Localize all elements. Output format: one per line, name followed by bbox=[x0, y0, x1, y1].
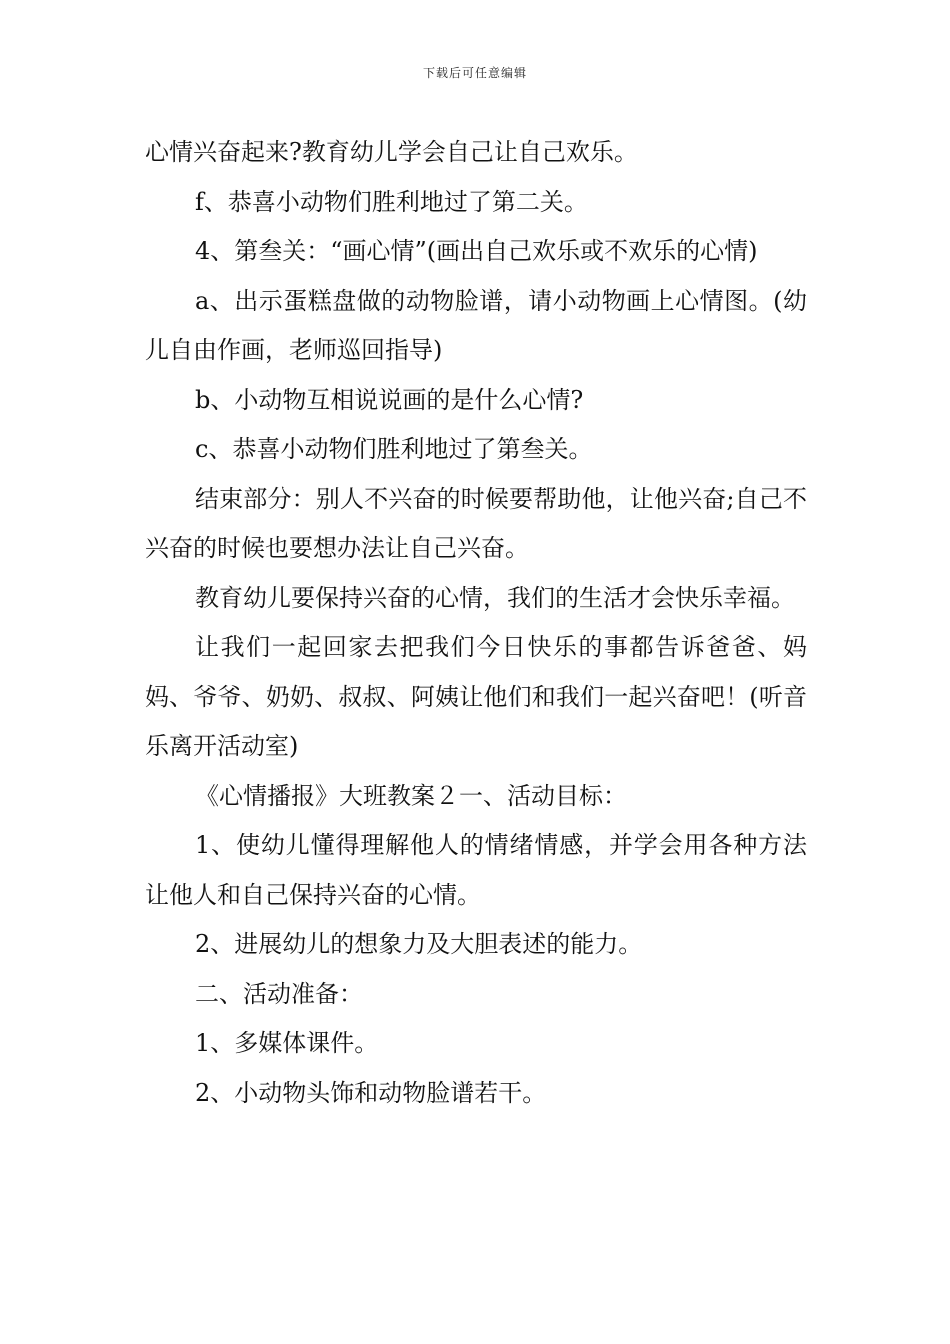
list-item: 1、使幼儿懂得理解他人的情绪情感，并学会用各种方法让他人和自己保持兴奋的心情。 bbox=[145, 831, 807, 909]
list-item: 2、进展幼儿的想象力及大胆表述的能力。 bbox=[195, 930, 643, 958]
paragraph: b、小动物互相说说画的是什么心情? bbox=[195, 385, 584, 414]
paragraph: c、恭喜小动物们胜利地过了第叁关。 bbox=[195, 435, 593, 463]
section-heading: 二、活动准备： bbox=[195, 979, 363, 1008]
paragraph: 4、第叁关：“画心情”(画出自己欢乐或不欢乐的心情) bbox=[195, 237, 758, 265]
list-item: 1、多媒体课件。 bbox=[195, 1029, 379, 1057]
paragraph: 让我们一起回家去把我们今日快乐的事都告诉爸爸、妈妈、爷爷、奶奶、叔叔、阿姨让他们和我们一起兴奋吧！(听音乐离开活动室) bbox=[145, 633, 807, 760]
paragraph: a、出示蛋糕盘做的动物脸谱，请小动物画上心情图。(幼儿自由作画，老师巡回指导) bbox=[145, 286, 807, 364]
paragraph: 教育幼儿要保持兴奋的心情，我们的生活才会快乐幸福。 bbox=[195, 583, 795, 612]
section-heading: 《心情播报》大班教案２一、活动目标： bbox=[195, 781, 627, 810]
page-header: 下载后可任意编辑 bbox=[422, 66, 527, 80]
paragraph: f、恭喜小动物们胜利地过了第二关。 bbox=[195, 187, 588, 216]
paragraph: 结束部分：别人不兴奋的时候要帮助他，让他兴奋;自己不兴奋的时候也要想办法让自己兴奋。 bbox=[145, 484, 807, 562]
document-body bbox=[145, 128, 807, 1118]
paragraph: 心情兴奋起来?教育幼儿学会自己让自己欢乐。 bbox=[145, 138, 638, 166]
list-item: 2、小动物头饰和动物脸谱若干。 bbox=[195, 1078, 547, 1107]
